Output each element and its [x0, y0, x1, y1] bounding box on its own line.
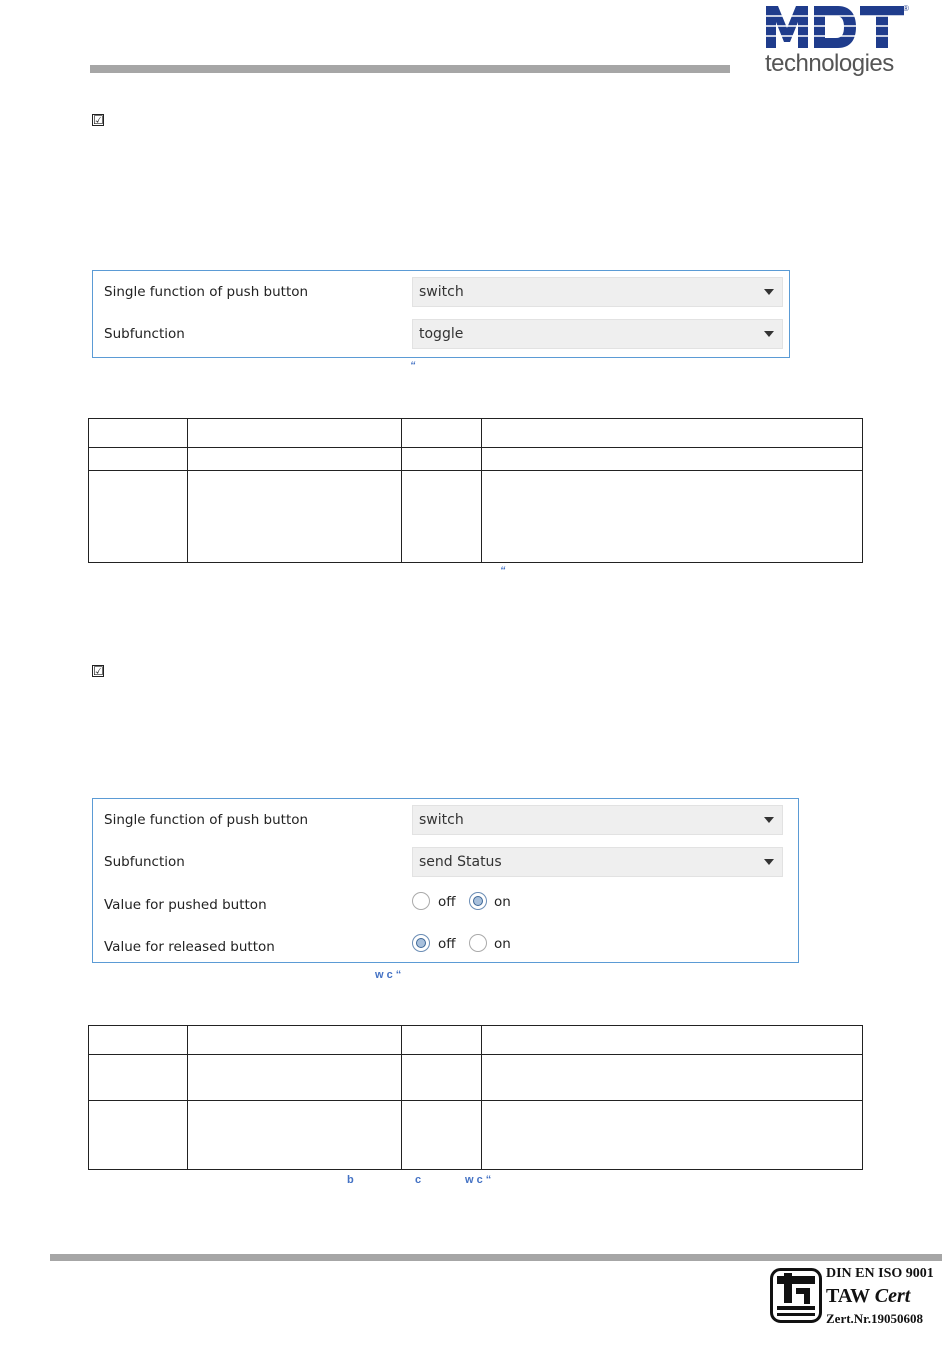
table-cell — [89, 471, 188, 563]
table-cell — [402, 1026, 482, 1055]
table-caption-part: c — [415, 1174, 422, 1186]
footer-divider — [50, 1254, 942, 1261]
param-label: Subfunction — [104, 854, 185, 870]
table-caption: “ — [500, 565, 506, 577]
cert-brand-a: TAW — [826, 1285, 870, 1307]
object-table-2 — [88, 1025, 863, 1170]
chevron-down-icon — [764, 817, 774, 823]
chevron-down-icon — [764, 289, 774, 295]
object-table-1 — [88, 418, 863, 563]
table-cell — [188, 1101, 402, 1170]
cert-brand — [826, 1285, 910, 1308]
table-cell — [188, 1026, 402, 1055]
checkbox-icon: ☑ — [93, 113, 104, 127]
table-cell — [402, 419, 482, 448]
figure-caption: “ — [410, 360, 416, 372]
checkbox-icon: ☑ — [93, 664, 104, 678]
param-label: Value for pushed button — [104, 897, 267, 913]
param-label: Single function of push button — [104, 284, 309, 300]
table-cell — [188, 1055, 402, 1101]
radio-released-off[interactable] — [412, 934, 430, 952]
select-value: switch — [419, 812, 464, 828]
table-cell — [89, 1055, 188, 1101]
radio-label: off — [438, 894, 456, 910]
table-cell — [188, 419, 402, 448]
parameter-panel-1 — [92, 270, 790, 358]
radio-label: off — [438, 936, 456, 952]
function-select[interactable] — [412, 277, 783, 307]
table-cell — [482, 419, 863, 448]
chevron-down-icon — [764, 331, 774, 337]
table-cell — [482, 1055, 863, 1101]
trademark-symbol: ® — [903, 4, 909, 13]
table-cell — [482, 448, 863, 471]
logo-subtitle: technologies — [765, 50, 894, 77]
table-cell — [482, 471, 863, 563]
table-cell — [402, 448, 482, 471]
header-divider — [90, 65, 730, 73]
select-value: send Status — [419, 854, 502, 870]
radio-released-on[interactable] — [469, 934, 487, 952]
table-caption-part: b — [347, 1174, 354, 1186]
cert-number: Zert.Nr.19050608 — [826, 1311, 924, 1326]
table-cell — [89, 1101, 188, 1170]
table-cell — [89, 1026, 188, 1055]
radio-pushed-off[interactable] — [412, 892, 430, 910]
table-row — [89, 1026, 863, 1055]
table-row — [89, 419, 863, 448]
radio-label: on — [494, 894, 511, 910]
param-label: Subfunction — [104, 326, 185, 342]
table-cell — [89, 419, 188, 448]
subfunction-select[interactable] — [412, 319, 783, 349]
cert-brand-b: Cert — [874, 1285, 911, 1307]
table-row — [89, 448, 863, 471]
table-row — [89, 1101, 863, 1170]
table-row — [89, 1055, 863, 1101]
table-cell — [89, 448, 188, 471]
figure-caption: w c “ — [375, 969, 402, 981]
chevron-down-icon — [764, 859, 774, 865]
function-select[interactable] — [412, 805, 783, 835]
table-cell — [402, 1101, 482, 1170]
table-row — [89, 471, 863, 563]
table-cell — [188, 448, 402, 471]
mdt-logo — [764, 2, 914, 50]
table-caption-part: w c “ — [465, 1174, 492, 1186]
table-cell — [402, 1055, 482, 1101]
table-cell — [482, 1101, 863, 1170]
select-value: toggle — [419, 326, 464, 342]
radio-pushed-on[interactable] — [469, 892, 487, 910]
taw-cert-seal-icon — [770, 1268, 822, 1323]
cert-standard: DIN EN ISO 9001 — [826, 1266, 934, 1281]
select-value: switch — [419, 284, 464, 300]
subfunction-select[interactable] — [412, 847, 783, 877]
parameter-panel-2 — [92, 798, 799, 963]
table-cell — [482, 1026, 863, 1055]
param-label: Single function of push button — [104, 812, 309, 828]
param-label: Value for released button — [104, 939, 275, 955]
radio-label: on — [494, 936, 511, 952]
table-cell — [188, 471, 402, 563]
table-cell — [402, 471, 482, 563]
